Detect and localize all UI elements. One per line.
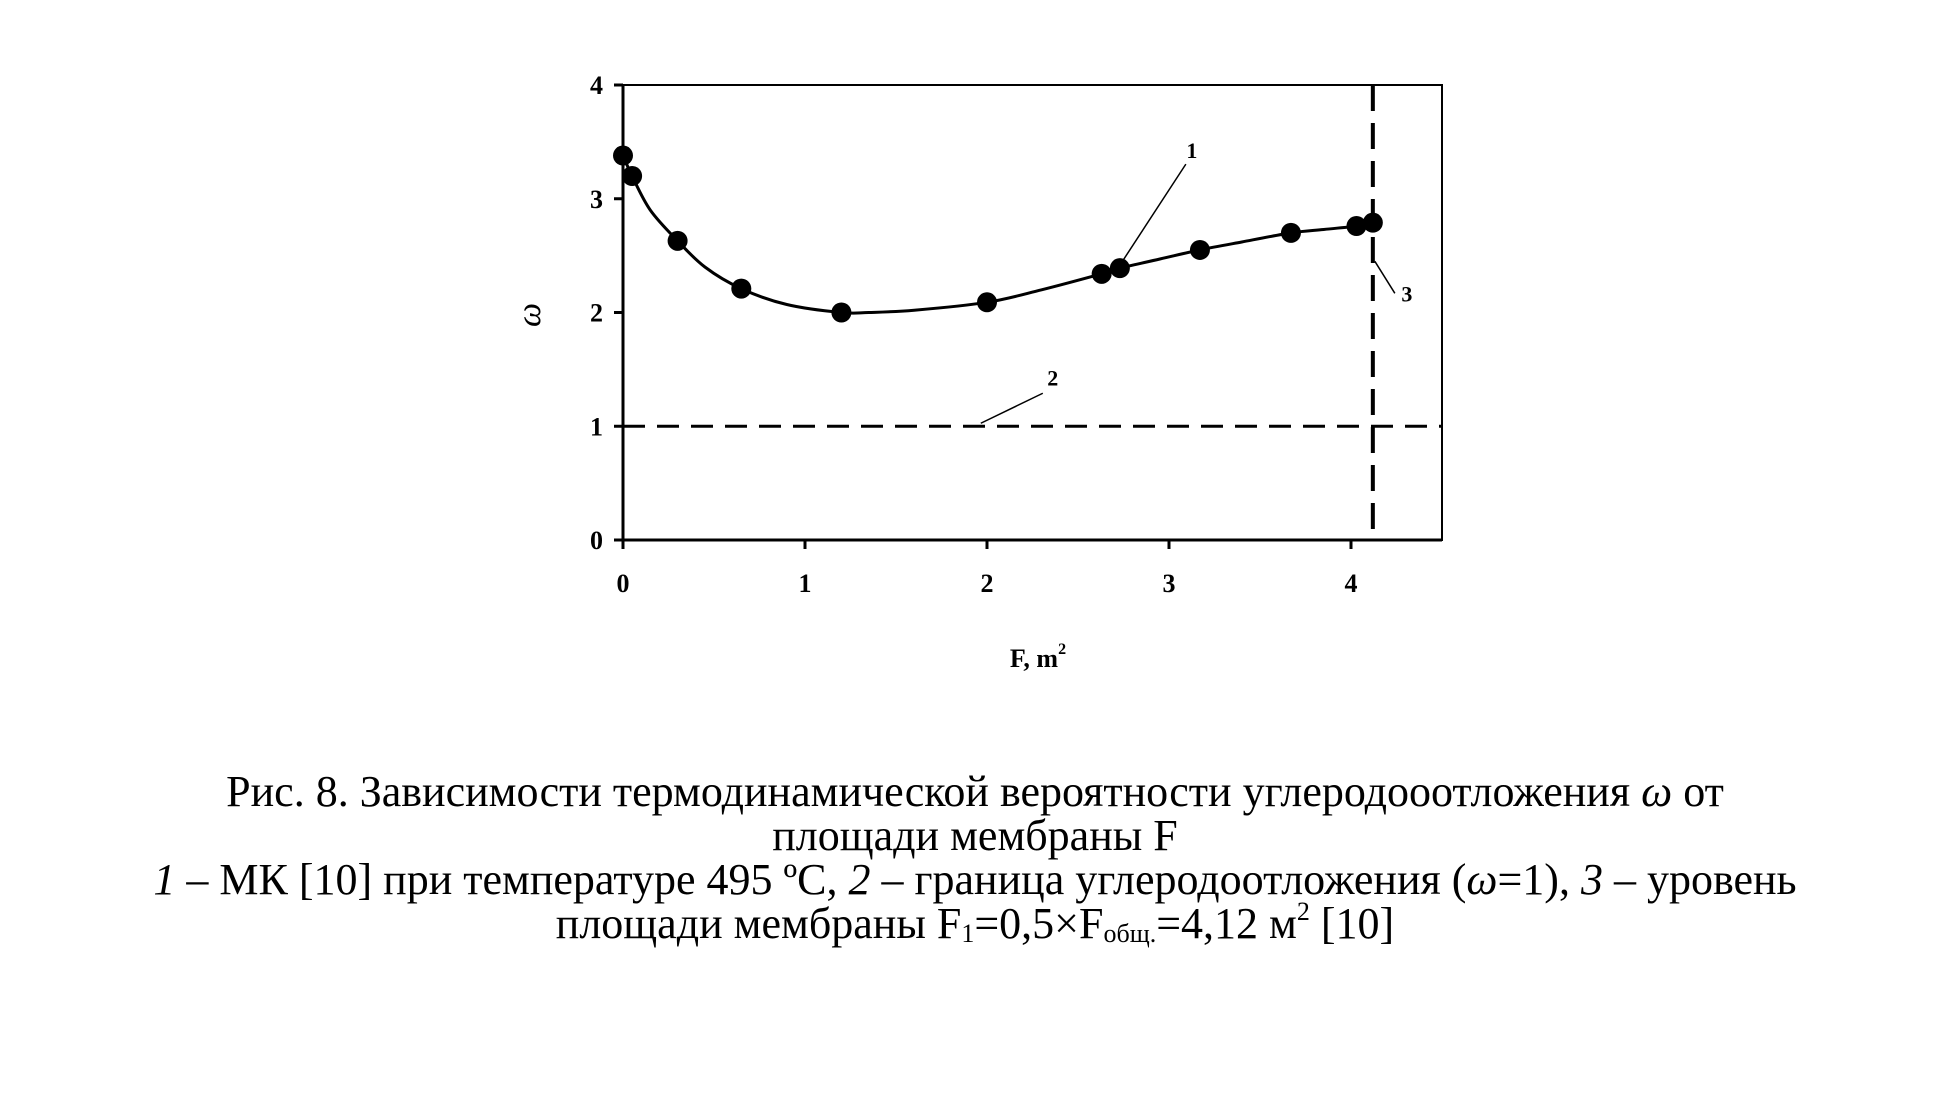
y-tick-label: 0 (590, 526, 603, 555)
data-point (668, 231, 688, 251)
caption-line-2: площади мембраны F (772, 811, 1178, 860)
x-tick-label: 1 (798, 569, 812, 598)
data-point (622, 166, 642, 186)
caption-line-4: площади мембраны $F_1=0,5\times F_{общ.}=4,12$ $м^2$ [10] (555, 897, 1395, 948)
data-point (1110, 258, 1130, 278)
callout-label-1: 1 (1186, 138, 1198, 164)
y-tick-label: 1 (590, 412, 603, 442)
x-axis-label: F, $m^2$ (1009, 641, 1067, 673)
y-tick-label: 3 (590, 184, 603, 214)
callout-leader-2 (981, 393, 1043, 423)
callout-leader-3 (1375, 261, 1395, 293)
caption-line-1: Рис. 8. Зависимости термодинамической вероятности углеродооотложения ω от (226, 767, 1724, 816)
callout-label-2: 2 (1047, 365, 1059, 391)
data-point (1281, 223, 1301, 243)
callout-leader-1 (1122, 164, 1186, 262)
data-point (731, 279, 751, 299)
data-point (613, 146, 633, 166)
x-tick-label: 4 (1344, 569, 1358, 598)
y-axis-label: ω (511, 302, 548, 328)
data-point (1092, 264, 1112, 284)
data-point (977, 292, 997, 312)
plot-frame (623, 85, 1442, 540)
data-point (1190, 240, 1210, 260)
x-tick-label: 0 (616, 569, 630, 598)
data-point (831, 303, 851, 323)
data-point (1363, 213, 1383, 233)
x-tick-label: 3 (1162, 569, 1176, 598)
callout-label-3: 3 (1401, 281, 1413, 307)
plot-area (590, 71, 1442, 598)
figure-caption (20, 767, 1930, 948)
y-tick-label: 4 (590, 71, 603, 100)
caption-line-3: 1 – МК [10] при температуре 495 ºC, 2 – граница углеродоотложения (ω=1), 3 – уровень (153, 855, 1797, 904)
x-tick-label: 2 (980, 569, 994, 598)
y-tick-label: 2 (590, 298, 603, 328)
